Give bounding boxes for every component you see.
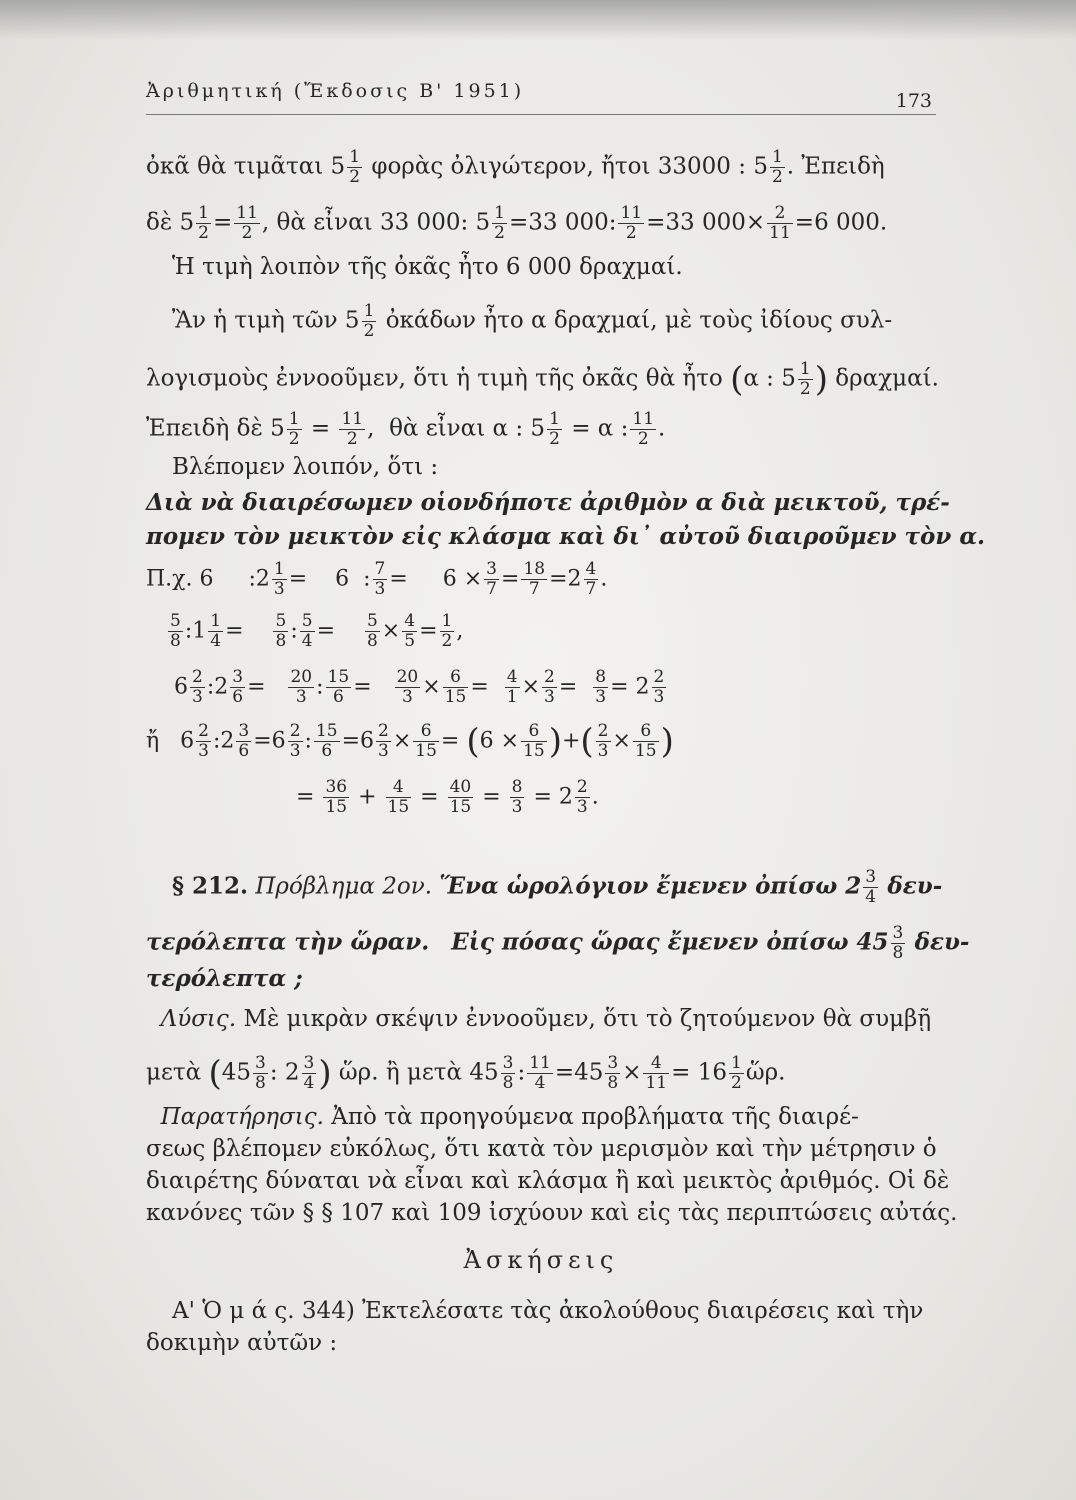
remark-line: σεως βλέπομεν εὐκόλως, ὅτι κατὰ τὸν μερισμὸν καὶ τὴν μέτρησιν ὁ [146,1136,937,1162]
problem-heading-line: § 212. Πρόβλημα 2ον. Ἕνα ὡρολόγιον ἔμενεν ὀπίσω 2 $\frac{3}{4}$ δευ- [172,867,943,907]
header-title: Ἀριθμητική (Ἔκδοσις Β' 1951) [146,80,525,102]
remark-line: Παρατήρησις. Ἀπὸ τὰ προηγούμενα προβλήματα τῆς διαιρέ- [160,1104,859,1130]
text-line: λογισμοὺς ἐννοοῦμεν, ὅτι ἡ τιμὴ τῆς ὀκᾶς θὰ ἦτο (α : 5 $\frac{1}{2}$ ) δραχμαί. [146,359,939,400]
exercise-line: δοκιμὴν αὐτῶν : [146,1330,338,1356]
section-number: § 212. [172,872,249,900]
text-line: Ἂν ἡ τιμὴ τῶν 5 $\frac{1}{2}$ ὀκάδων ἦτο α δραχμαί, μὲ τοὺς ἰδίους συλ- [172,301,893,341]
text-line: Ἐπειδὴ δὲ 5 $\frac{1}{2}$ = $\frac{11}{2}$ , θὰ εἶναι α : 5 $\frac{1}{2}$ = α : $\frac{11}{2}$ . [146,409,666,449]
exercise-line: Α' Ὁ μ ά ς. 344) Ἐκτελέσατε τὰς ἀκολούθους διαιρέσεις καὶ τὴν [172,1298,924,1324]
remark-line: κανόνες τῶν § § 107 καὶ 109 ἰσχύουν καὶ εἰς τὰς περιπτώσεις αὐτάς. [146,1200,958,1226]
remark-line: διαιρέτης δύναται νὰ εἶναι καὶ κλάσμα ἢ καὶ μεικτὸς ἀριθμός. Οἱ δὲ [146,1168,950,1194]
example-line: ἤ 6 $\frac{2}{3}$ :2 $\frac{3}{6}$ =6 $\frac{2}{3}$ : $\frac{15}{6}$ =6 $\frac{2}{3}$ × $\frac{6}{15}$ = (6 × $\frac{6}{15}$ )+( $\frac{2}{3}$ × $\frac{6}{15}$ ) [146,721,674,762]
example-line: = $\frac{36}{15}$ + $\frac{4}{15}$ = $\frac{40}{15}$ = $\frac{8}{3}$ = 2 $\frac{2}{3}$ . [296,777,599,817]
problem-line: τερόλεπτα ; [146,965,303,992]
example-line: $\frac{5}{8}$ :1 $\frac{1}{4}$ = $\frac{5}{8}$ : $\frac{5}{4}$ = $\frac{5}{8}$ × $\frac{4}{5}$ = $\frac{1}{2}$ , [170,611,464,651]
rule-line: Διὰ νὰ διαιρέσωμεν οἱονδήποτε ἀριθμὸν α διὰ μεικτοῦ, τρέ- [146,489,950,516]
solution-line: μετὰ (45 $\frac{3}{8}$ : 2 $\frac{3}{4}$ ) ὥρ. ἢ μετὰ 45 $\frac{3}{8}$ : $\frac{11}{4}$ =45 $\frac{3}{8}$ × $\frac{4}{11}$ = 16 $\frac{1}{2}$ ὥρ. [146,1053,786,1094]
problem-line: τερόλεπτα τὴν ὥραν. Εἰς πόσας ὥρας ἔμενεν ὀπίσω 45 $\frac{3}{8}$ δευ- [146,923,970,963]
running-header [146,80,936,115]
exercises-heading: Ἀσκήσεις [463,1246,619,1274]
text-line: ὀκᾶ θὰ τιμᾶται 5 $\frac{1}{2}$ φορὰς ὀλιγώτερον, ἤτοι 33000 : 5 $\frac{1}{2}$ . Ἐπειδὴ [146,147,885,187]
page-number: 173 [895,90,932,112]
rule-line: πομεν τὸν μεικτὸν εἰς κλάσμα καὶ δι᾽ αὐτοῦ διαιροῦμεν τὸν α. [146,523,986,550]
text-line: Βλέπομεν λοιπόν, ὅτι : [172,454,439,480]
solution-line: Λύσις. Μὲ μικρὰν σκέψιν ἐννοοῦμεν, ὅτι τὸ ζητούμενον θὰ συμβῇ [160,1006,932,1032]
text-line: Ἡ τιμὴ λοιπὸν τῆς ὀκᾶς ἦτο 6 000 δραχμαί. [172,254,683,280]
example-line: 6 $\frac{2}{3}$ :2 $\frac{3}{6}$ = $\frac{20}{3}$ : $\frac{15}{6}$ = $\frac{20}{3}$ × $\frac{6}{15}$ = $\frac{4}{1}$ × $\frac{2}{3}$ = $\frac{8}{3}$ = 2 $\frac{2}{3}$ [146,667,665,707]
page-top-shadow [0,0,1076,40]
example-line: Π.χ. 6 :2 $\frac{1}{3}$ = 6 : $\frac{7}{3}$ = 6 × $\frac{3}{7}$ = $\frac{18}{7}$ =2 $\frac{4}{7}$ . [146,559,608,599]
text-line: δὲ 5 $\frac{1}{2}$ = $\frac{11}{2}$ , θὰ εἶναι 33 000: 5 $\frac{1}{2}$ =33 000: $\frac{11}{2}$ =33 000× $\frac{2}{11}$ =6 000. [146,203,888,243]
